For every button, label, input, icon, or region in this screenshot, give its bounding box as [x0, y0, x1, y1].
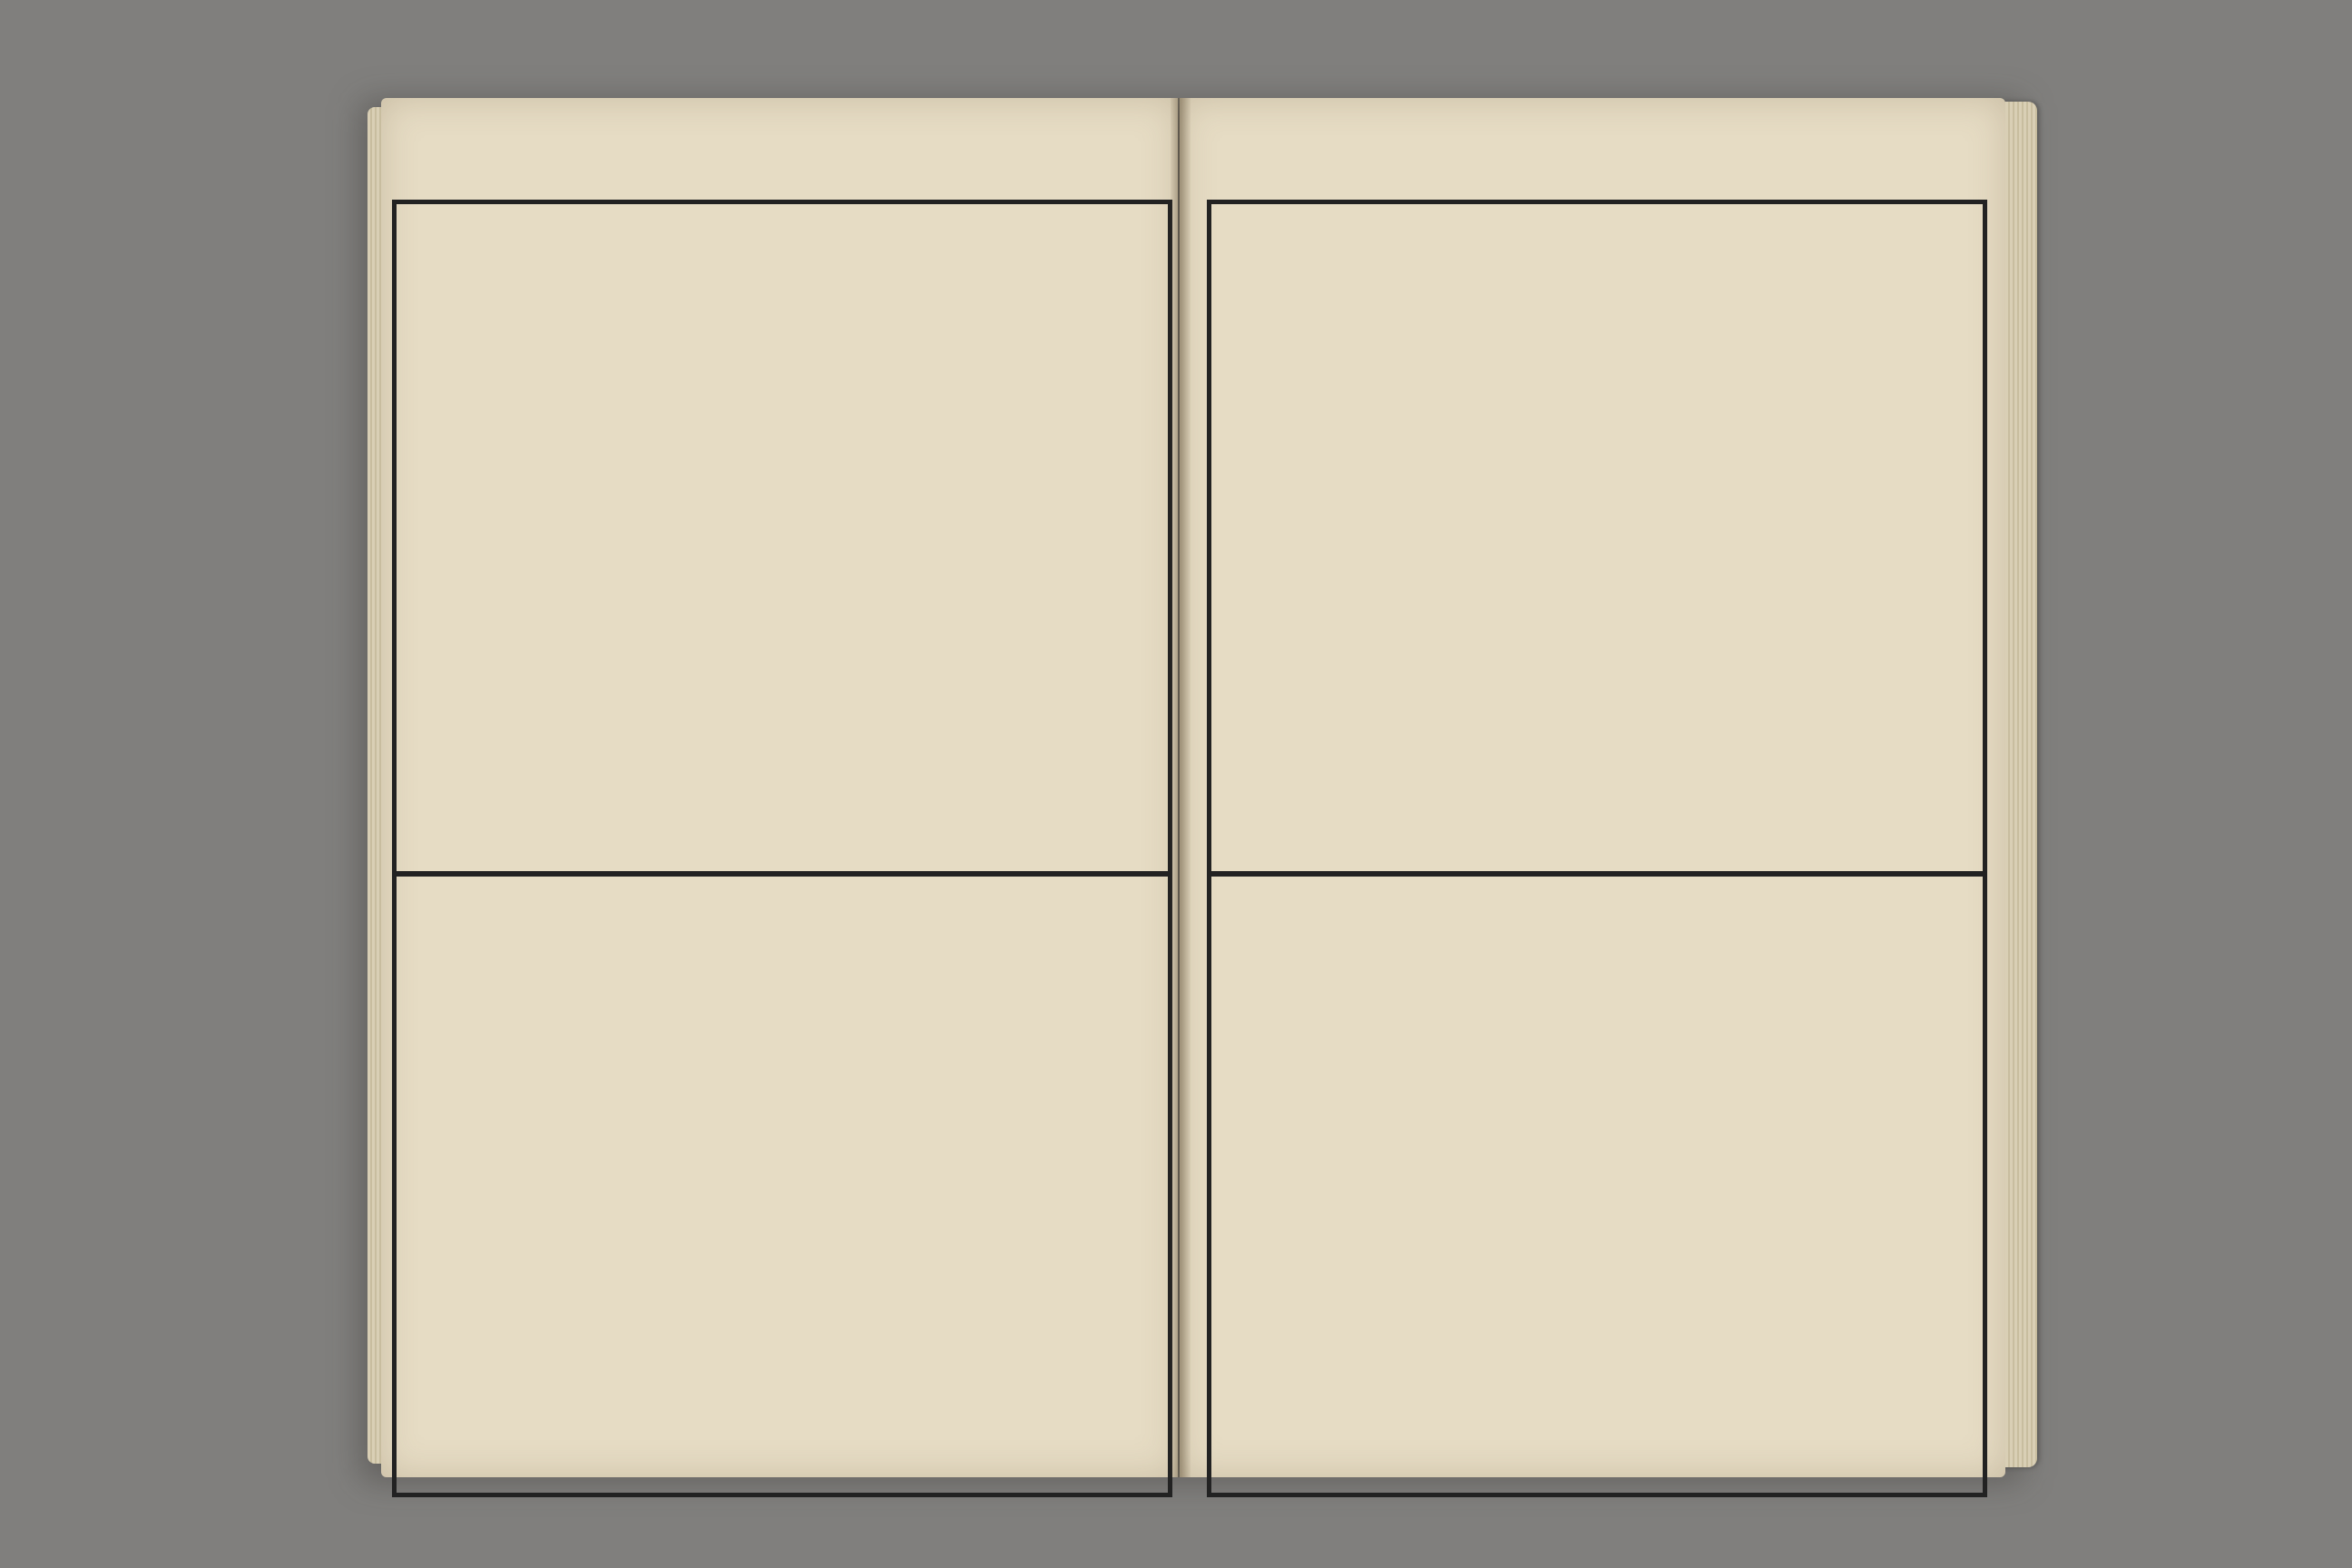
- right-page-frame: [1207, 200, 1987, 1497]
- right-band-divider: [1211, 871, 1983, 877]
- right-lower-band: [1220, 880, 1974, 1488]
- right-upper-band: [1220, 204, 1974, 871]
- left-page: [381, 98, 1178, 1477]
- left-page-frame: [392, 200, 1172, 1497]
- left-band-divider: [397, 871, 1168, 877]
- left-upper-band: [406, 204, 1159, 871]
- right-page: [1180, 98, 2005, 1477]
- book-gutter: [1171, 98, 1191, 1477]
- left-lower-band: [406, 880, 1159, 1488]
